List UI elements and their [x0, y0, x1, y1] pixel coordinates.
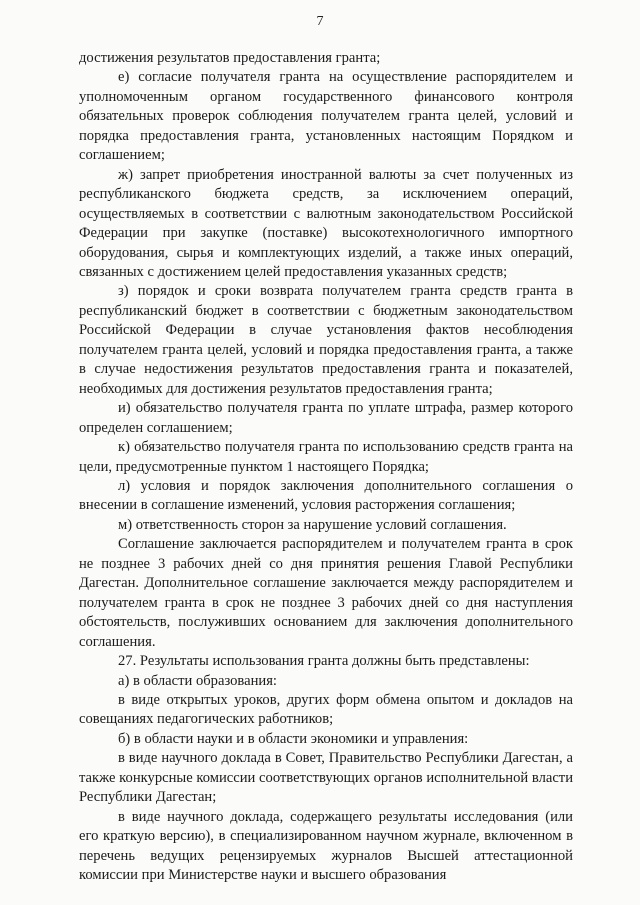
page-number: 7 — [316, 14, 324, 29]
paragraph-continuation: достижения результатов предоставления гранта; — [79, 50, 381, 66]
paragraph-item-m: м) ответственность сторон за нарушение условий соглашения. — [118, 516, 507, 533]
document-body — [79, 49, 573, 885]
paragraph-education-results: в виде открытых уроков, других форм обмена опытом и докладов на совещаниях педагогических работников; — [79, 691, 573, 728]
paragraph-item-b: б) в области науки и в области экономики и управления: — [118, 730, 469, 747]
paragraph-science-report: в виде научного доклада в Совет, Правительство Республики Дагестан, а также конкурсные комиссии соответствующих органов исполнительной власти Республики Дагестан; — [79, 750, 573, 806]
paragraph-item-l: л) условия и порядок заключения дополнительного соглашения о внесении в соглашение изменений, условия расторжения соглашения; — [79, 477, 573, 514]
paragraph-item-i: и) обязательство получателя гранта по уплате штрафа, размер которого определен соглашением; — [79, 400, 573, 436]
paragraph-item-z: з) порядок и сроки возврата получателем гранта средств гранта в республиканский бюджет в соответствии с бюджетным законодательством Российской Федерации в случае установления фактов несоблюдения получателем гранта целей, условий и порядка предоставления гранта, а также в случае недостижения результатов предоставления гранта и показателей, необходимых для достижения результатов предоставления гранта; — [79, 283, 573, 397]
paragraph-item-k: к) обязательство получателя гранта по использованию средств гранта на цели, предусмотренные пунктом 1 настоящего Порядка; — [79, 439, 573, 475]
paragraph-agreement-terms: Соглашение заключается распорядителем и получателем гранта в срок не позднее 3 рабочих дней со дня принятия решения Главой Республики Дагестан. Дополнительное соглашение заключается между распорядителем и получателем гранта в срок не позднее 3 рабочих дней со дня наступления обстоятельств, послуживших основанием для заключения дополнительного соглашения. — [79, 536, 573, 650]
paragraph-item-e: е) согласие получателя гранта на осуществление распорядителем и уполномоченным органом государственного финансового контроля обязательных проверок соблюдения получателем гранта целей, условий и порядка предоставления гранта, установленных настоящим Порядком и соглашением; — [79, 69, 573, 164]
paragraph-item-a: а) в области образования: — [118, 672, 277, 689]
paragraph-item-zh: ж) запрет приобретения иностранной валюты за счет полученных из республиканского бюджета средств, за исключением операций, осуществляемых в соответствии с валютным законодательством Российской Федерации при закупке (поставке) высокотехнологичного импортного оборудования, сырья и комплектующих изделий, а также иных операций, связанных с достижением целей предоставления указанных средств; — [79, 166, 573, 280]
paragraph-journal-publication: в виде научного доклада, содержащего результаты исследования (или его краткую версию), в специализированном научном журнале, включенном в перечень ведущих рецензируемых журналов Высшей аттестационной комиссии при Министерстве науки и высшего образования — [79, 808, 573, 884]
paragraph-section-27: 27. Результаты использования гранта должны быть представлены: — [118, 653, 530, 670]
